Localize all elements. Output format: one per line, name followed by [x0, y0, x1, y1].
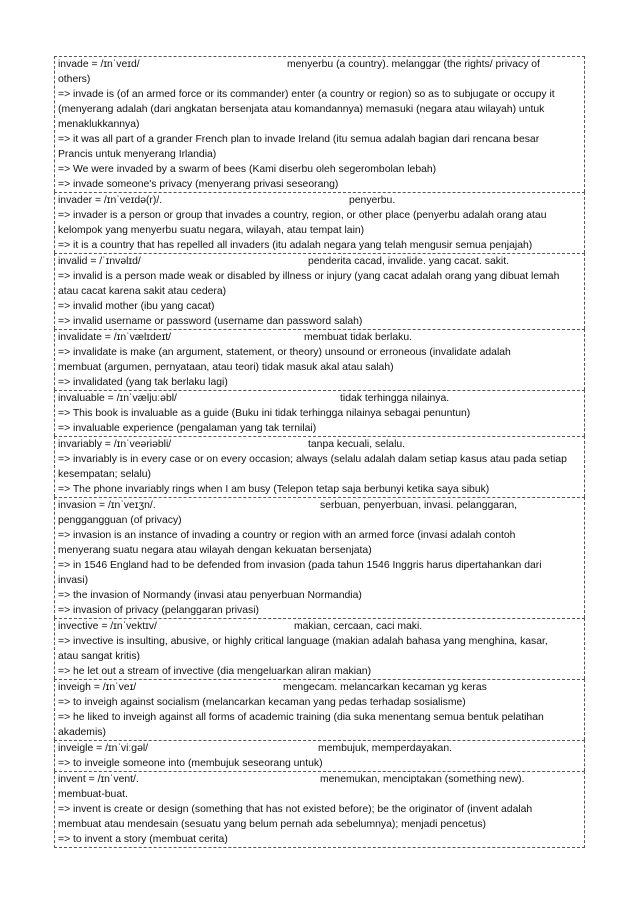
entry-text-line: => invaluable experience (pengalaman yang tak ternilai): [58, 423, 317, 434]
dictionary-entry: [54, 740, 585, 771]
entry-text-line: (menyerang adalah (dari angkatan bersenjata atau komandannya) memasuki (negara atau wilayah) untuk: [58, 104, 545, 115]
dictionary-entry: [54, 618, 585, 679]
entry-word-pronunciation: inveigh = /ɪnˈveɪ/: [58, 682, 137, 693]
entry-text-line: => invalid mother (ibu yang cacat): [58, 301, 215, 312]
entry-headline: [58, 772, 581, 787]
entry-text-line: invasi): [58, 575, 89, 586]
entry-word-pronunciation: invasion = /ɪnˈveɪʒn/.: [58, 500, 156, 511]
entry-text-line: => it is a country that has repelled all invaders (itu adalah negara yang telah mengusir semua penjajah): [58, 240, 533, 251]
entry-text-line: => invasion of privacy (pelanggaran privasi): [58, 605, 259, 616]
entry-headline: [58, 680, 581, 695]
dictionary-entry: [54, 329, 585, 390]
dictionary-entry: [54, 771, 585, 848]
entry-meaning: serbuan, penyerbuan, invasi. pelanggaran,: [320, 500, 517, 511]
entry-text-line: => he liked to inveigh against all forms of academic training (dia suka menentang semua bentuk pelatihan: [58, 712, 544, 723]
entry-text-line: membuat-buat.: [58, 789, 128, 800]
entry-headline: [58, 619, 581, 634]
entry-headline: [58, 437, 581, 452]
entry-text-line: => invalid username or password (username dan password salah): [58, 316, 363, 327]
entry-text-line: penggangguan (of privacy): [58, 515, 182, 526]
entry-text-line: => invade someone's privacy (menyerang privasi seseorang): [58, 179, 339, 190]
entry-headline: [58, 57, 581, 72]
dictionary-entry: [54, 192, 585, 253]
dictionary-page: [54, 56, 585, 848]
entry-text-line: => to inveigle someone into (membujuk seseorang untuk): [58, 758, 323, 769]
entry-meaning: menyerbu (a country). melanggar (the rights/ privacy of: [287, 59, 540, 70]
entry-headline: [58, 498, 581, 513]
dictionary-entry: [54, 56, 585, 192]
entry-meaning: membujuk, memperdayakan.: [318, 743, 452, 754]
entry-word-pronunciation: invader = /ɪnˈveɪdə(r)/.: [58, 195, 163, 206]
entry-text-line: => to invent a story (membuat cerita): [58, 834, 228, 845]
dictionary-entry: [54, 253, 585, 329]
entry-word-pronunciation: invade = /ɪnˈveɪd/: [58, 59, 140, 70]
entry-headline: [58, 330, 581, 345]
entry-text-line: => The phone invariably rings when I am busy (Telepon tetap saja berbunyi ketika saya sibuk): [58, 484, 490, 495]
entry-text-line: atau cacat karena sakit atau cedera): [58, 286, 227, 297]
entry-text-line: => invalidate is make (an argument, statement, or theory) unsound or erroneous (invalidate adalah: [58, 347, 511, 358]
entry-headline: [58, 254, 581, 269]
entry-meaning: mengecam. melancarkan kecaman yg keras: [283, 682, 487, 693]
entry-text-line: kelompok yang menyerbu suatu negara, wilayah, atau tempat lain): [58, 225, 365, 236]
entry-text-line: membuat atau mendesain (sesuatu yang belum pernah ada sebelumnya); menjadi pencetus): [58, 819, 487, 830]
dictionary-entry: [54, 497, 585, 618]
entry-text-line: => We were invaded by a swarm of bees (Kami diserbu oleh segerombolan lebah): [58, 164, 437, 175]
entry-word-pronunciation: invalid = /ˈɪnvəlɪd/: [58, 256, 141, 267]
entry-word-pronunciation: invective = /ɪnˈvektɪv/: [58, 621, 157, 632]
entry-word-pronunciation: invaluable = /ɪnˈvæljuːəbl/: [58, 393, 177, 404]
entry-text-line: => invalid is a person made weak or disabled by illness or injury (yang cacat adalah orang yang dibuat lemah: [58, 271, 560, 282]
entry-text-line: kesempatan; selalu): [58, 469, 151, 480]
entry-text-line: => it was all part of a grander French plan to invade Ireland (itu semua adalah bagian dari rencana besar: [58, 134, 540, 145]
entry-meaning: penyerbu.: [349, 195, 396, 206]
entry-text-line: => to inveigh against socialism (melancarkan kecaman yang pedas terhadap sosialisme): [58, 697, 466, 708]
dictionary-entry: [54, 679, 585, 740]
entry-text-line: => invade is (of an armed force or its commander) enter (a country or region) so as to subjugate or occupy it: [58, 89, 555, 100]
entry-text-line: => the invasion of Normandy (invasi atau penyerbuan Normandia): [58, 590, 362, 601]
entry-text-line: membuat (argumen, pernyataan, atau teori) tidak masuk akal atau salah): [58, 362, 394, 373]
entry-meaning: penderita cacad, invalide. yang cacat. sakit.: [308, 256, 510, 267]
entry-text-line: => invasion is an instance of invading a country or region with an armed force (invasi adalah contoh: [58, 530, 516, 541]
entry-text-line: Prancis untuk menyerang Irlandia): [58, 149, 217, 160]
entry-word-pronunciation: invent = /ɪnˈvent/.: [58, 774, 139, 785]
entry-meaning: membuat tidak berlaku.: [304, 332, 413, 343]
entry-word-pronunciation: invariably = /ɪnˈveəriəbli/: [58, 439, 172, 450]
entry-text-line: => in 1546 England had to be defended from invasion (pada tahun 1546 Inggris harus dipertahankan dari: [58, 560, 542, 571]
entry-word-pronunciation: inveigle = /ɪnˈviːɡəl/: [58, 743, 149, 754]
entry-meaning: tidak terhingga nilainya.: [340, 393, 450, 404]
entry-meaning: menemukan, menciptakan (something new).: [320, 774, 525, 785]
entry-headline: [58, 741, 581, 756]
entry-headline: [58, 391, 581, 406]
entry-text-line: others): [58, 74, 91, 85]
entry-meaning: tanpa kecuali, selalu.: [308, 439, 406, 450]
entry-text-line: => invariably is in every case or on every occasion; always (selalu adalah dalam setiap kasus atau pada setiap: [58, 454, 567, 465]
entry-text-line: => This book is invaluable as a guide (Buku ini tidak terhingga nilainya sebagai penuntun): [58, 408, 471, 419]
entry-meaning: makian, cercaan, caci maki.: [294, 621, 423, 632]
entry-text-line: menaklukkannya): [58, 119, 140, 130]
entry-headline: [58, 193, 581, 208]
entry-word-pronunciation: invalidate = /ɪnˈvælɪdeɪt/: [58, 332, 172, 343]
entry-text-line: akademis): [58, 727, 106, 738]
entry-text-line: => invader is a person or group that invades a country, region, or other place (penyerbu adalah orang atau: [58, 210, 547, 221]
entry-text-line: => invective is insulting, abusive, or highly critical language (makian adalah bahasa yang menghina, kasar,: [58, 636, 548, 647]
entry-text-line: => he let out a stream of invective (dia mengeluarkan aliran makian): [58, 666, 372, 677]
dictionary-entry: [54, 436, 585, 497]
dictionary-entry: [54, 390, 585, 436]
entry-text-line: => invalidated (yang tak berlaku lagi): [58, 377, 228, 388]
entry-text-line: atau sangat kritis): [58, 651, 141, 662]
entry-text-line: menyerang suatu negara atau wilayah dengan kekuatan bersenjata): [58, 545, 372, 556]
entry-text-line: => invent is create or design (something that has not existed before); be the originator of (invent adalah: [58, 804, 533, 815]
